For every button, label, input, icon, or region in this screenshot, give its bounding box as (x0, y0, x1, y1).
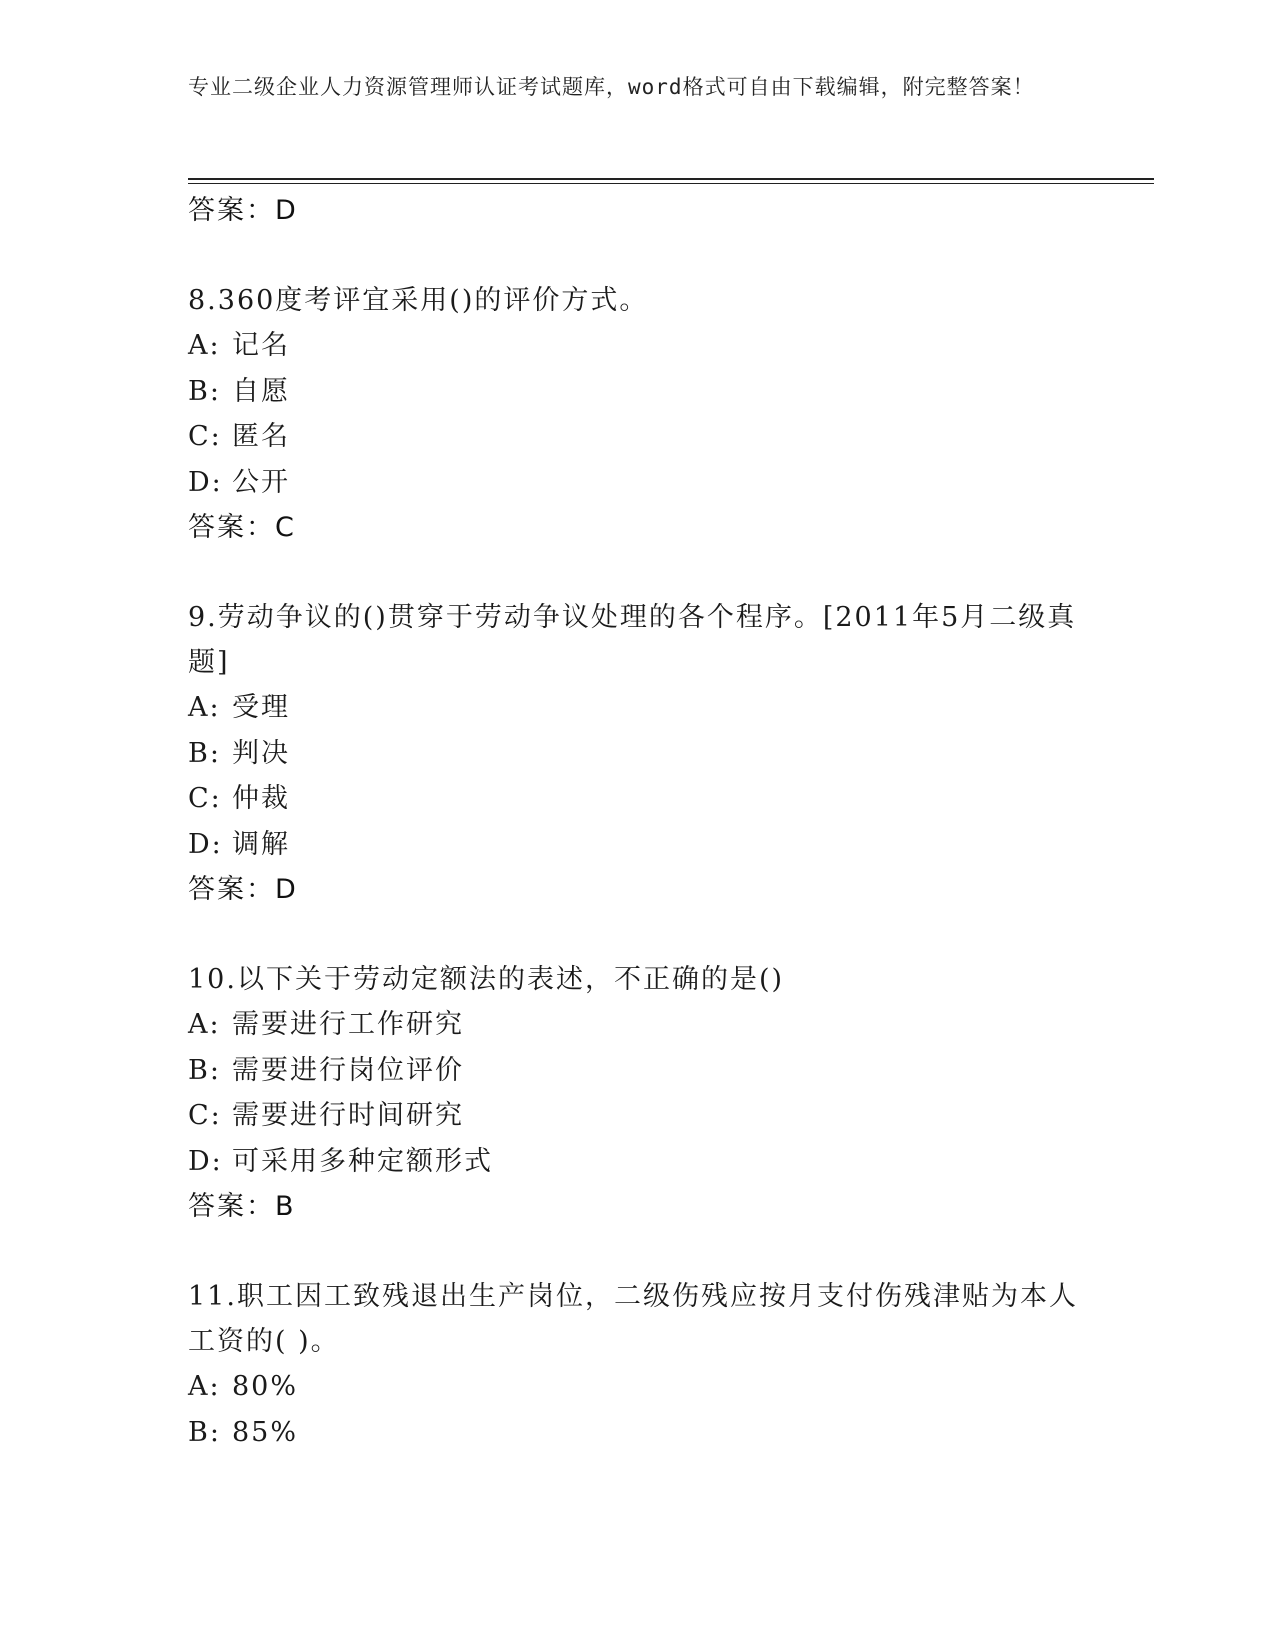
question-stem: 9.劳动争议的()贯穿于劳动争议处理的各个程序。[2011年5月二级真题] (188, 602, 1077, 678)
option-key: B: (188, 737, 221, 769)
option-a (188, 685, 1088, 731)
option-text: 需要进行工作研究 (232, 1009, 464, 1040)
option-key: B: (188, 1416, 221, 1448)
question-item (188, 595, 1088, 913)
answer-line: 答案：D (188, 874, 298, 905)
question-stem: 10.以下关于劳动定额法的表述，不正确的是() (188, 964, 785, 995)
option-a (188, 1002, 1088, 1048)
option-d (188, 1139, 1088, 1185)
option-text: 需要进行岗位评价 (232, 1054, 464, 1086)
option-c (188, 414, 1088, 460)
option-text: 80% (232, 1371, 299, 1402)
option-key: B: (188, 375, 221, 407)
option-key: A: (188, 692, 221, 723)
option-a (188, 1364, 1088, 1410)
question-item (188, 957, 1088, 1230)
option-text: 受理 (232, 692, 290, 723)
option-key: C: (188, 1100, 222, 1131)
option-d (188, 822, 1088, 868)
option-key: A: (188, 1009, 221, 1040)
question-stem: 11.职工因工致残退出生产岗位，二级伤残应按月支付伤残津贴为本人工资的( )。 (188, 1281, 1078, 1357)
option-b (188, 369, 1088, 415)
option-text: 85% (232, 1416, 299, 1448)
option-text: 仲裁 (232, 783, 290, 814)
option-text: 自愿 (232, 375, 290, 407)
question-item (188, 1274, 1088, 1455)
option-text: 调解 (232, 828, 290, 860)
option-text: 判决 (232, 737, 290, 769)
answer-line: 答案：B (188, 1191, 296, 1222)
option-text: 匿名 (232, 421, 290, 452)
option-key: D: (188, 466, 223, 498)
option-text: 需要进行时间研究 (232, 1100, 464, 1131)
option-key: B: (188, 1054, 221, 1086)
header-divider (188, 178, 1154, 180)
question-list (188, 188, 1088, 1455)
option-text: 可采用多种定额形式 (232, 1145, 493, 1177)
question-stem: 8.360度考评宜采用()的评价方式。 (188, 285, 649, 316)
option-b (188, 1048, 1088, 1094)
option-key: C: (188, 421, 222, 452)
option-a (188, 323, 1088, 369)
option-text: 公开 (232, 466, 290, 498)
option-c (188, 1093, 1088, 1139)
header-note: 专业二级企业人力资源管理师认证考试题库，word格式可自由下载编辑，附完整答案！ (188, 75, 1035, 99)
option-text: 记名 (232, 330, 290, 361)
option-key: D: (188, 828, 223, 860)
option-key: A: (188, 1371, 221, 1402)
option-b (188, 731, 1088, 777)
option-key: C: (188, 783, 222, 814)
option-key: A: (188, 330, 221, 361)
option-d (188, 460, 1088, 506)
question-item (188, 278, 1088, 551)
answer-line: 答案：D (188, 195, 298, 226)
answer-line: 答案：C (188, 512, 296, 543)
option-key: D: (188, 1145, 223, 1177)
option-b (188, 1410, 1088, 1456)
option-c (188, 776, 1088, 822)
header-divider-thin (188, 183, 1154, 184)
